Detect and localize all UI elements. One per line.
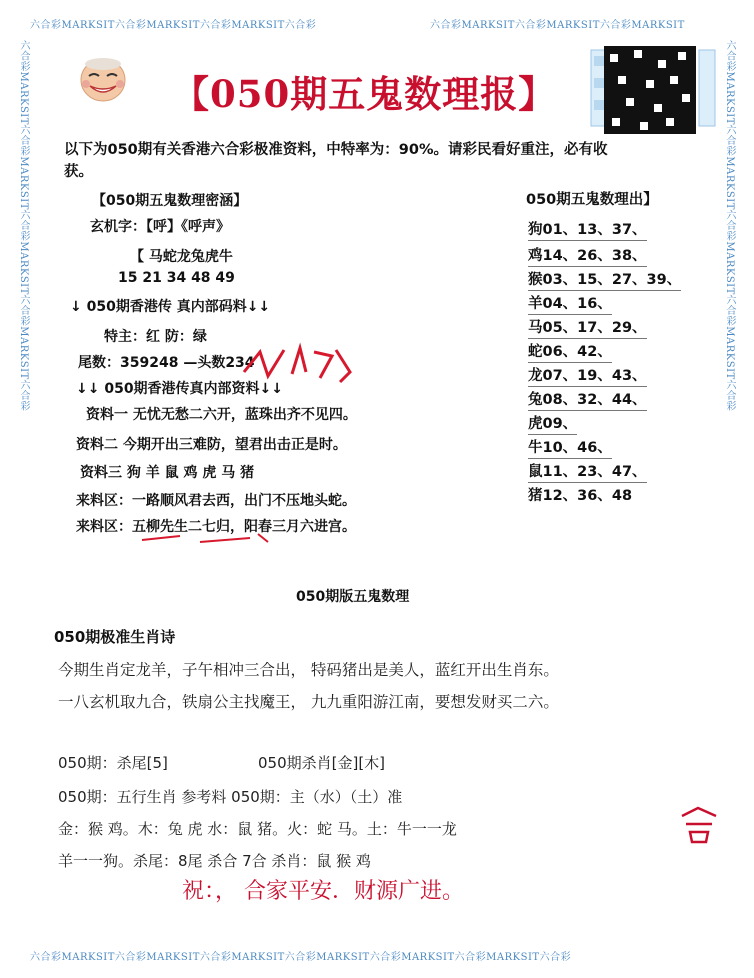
laiyuan-2: 来料区：五柳先生二七归，阳春三月六进宫。 xyxy=(76,519,356,535)
number-row: 狗01、13、37、 xyxy=(528,218,647,241)
number-row: 龙07、19、43、 xyxy=(528,364,647,387)
xuanji-line: 玄机字：【呼】《呼声》 xyxy=(90,219,230,235)
intro-line-1: 以下为050期有关香港六合彩极准资料，中特率为：90%。请彩民看好重注，必有收 xyxy=(64,142,608,158)
wuxing-line: 050期：五行生肖 参考料 050期：主（水）（土）准 xyxy=(58,788,403,806)
number-row: 马05、17、29、 xyxy=(528,316,647,339)
intro-line-2: 获。 xyxy=(64,164,93,180)
hk-info-header: ↓↓ 050期香港传真内部资料↓↓ xyxy=(76,381,284,397)
weishu-line: 尾数：359248 —头数234 xyxy=(78,355,255,371)
ziliao-1: 资料一 无忧无愁二六开，蓝珠出齐不见四。 xyxy=(86,407,357,423)
number-row: 鼠11、23、47、 xyxy=(528,460,647,483)
blessing: 祝：， 合家平安．财源广进。 xyxy=(182,879,464,904)
number-row: 蛇06、42、 xyxy=(528,340,612,363)
number-row: 羊04、16、 xyxy=(528,292,612,315)
red-scribble-decoration xyxy=(240,342,360,386)
ziliao-3: 资料三 狗 羊 鼠 鸡 虎 马 猪 xyxy=(80,465,255,481)
number-row: 猪12、36、48 xyxy=(528,488,633,504)
kill-zodiac: 050期杀肖[金][木] xyxy=(258,754,386,772)
page-title: 【050期五鬼数理报】 xyxy=(172,72,557,116)
qr-code-icon xyxy=(604,46,696,134)
watermark-bottom: 六合彩MARKSIT六合彩MARKSIT六合彩MARKSIT六合彩MARKSIT六合彩MARKSIT六合彩MARKSIT六合彩 xyxy=(30,952,572,963)
red-underline-decoration xyxy=(140,530,270,546)
number-row: 猴03、15、27、39、 xyxy=(528,268,681,291)
decorative-side-box-right xyxy=(698,48,716,128)
poem-line-2: 一八玄机取九合，铁扇公主找魔王， 九九重阳游江南，要想发财买二六。 xyxy=(58,693,559,711)
poem-line-1: 今期生肖定龙羊，子午相冲三合出， 特码猪出是美人，蓝红开出生肖东。 xyxy=(58,661,559,679)
version-title: 050期版五鬼数理 xyxy=(296,589,410,605)
number-row: 牛10、46、 xyxy=(528,436,612,459)
summary-line: 羊一一狗。杀尾：8尾 杀合 7合 杀肖：鼠 猴 鸡 xyxy=(58,852,371,870)
tezhu-line: 特主：红 防：绿 xyxy=(104,329,207,345)
ziliao-2: 资料二 今期开出三难防，望君出击正是时。 xyxy=(76,437,347,453)
red-stamp-icon xyxy=(678,806,720,846)
left-header: 【050期五鬼数理密涵】 xyxy=(92,193,248,209)
right-header: 050期五鬼数理出】 xyxy=(526,192,658,208)
elements-line: 金：猴 鸡。木：兔 虎 水：鼠 猪。火：蛇 马。土：牛一一龙 xyxy=(58,820,457,838)
watermark-left: 六合彩MARKSIT六合彩MARKSIT六合彩MARKSIT六合彩MARKSIT六合彩 xyxy=(18,40,29,412)
watermark-top-right: 六合彩MARKSIT六合彩MARKSIT六合彩MARKSIT xyxy=(430,20,685,31)
watermark-right: 六合彩MARKSIT六合彩MARKSIT六合彩MARKSIT六合彩MARKSIT六合彩 xyxy=(724,40,735,412)
number-row: 虎09、 xyxy=(528,412,577,435)
hk-code-header: ↓ 050期香港传 真内部码料↓↓ xyxy=(70,299,271,315)
watermark-top: 六合彩MARKSIT六合彩MARKSIT六合彩MARKSIT六合彩 xyxy=(30,20,317,31)
number-row: 鸡14、26、38、 xyxy=(528,244,647,267)
laiyuan-1: 来料区：一路顺风君去西，出门不压地头蛇。 xyxy=(76,493,356,509)
poem-title: 050期极准生肖诗 xyxy=(54,628,176,646)
number-row: 兔08、32、44、 xyxy=(528,388,647,411)
numbers-line: 15 21 34 48 49 xyxy=(118,270,235,286)
zodiac-line: 【 马蛇龙兔虎牛 xyxy=(130,249,233,265)
mascot-face-icon xyxy=(74,56,132,104)
kill-tail: 050期：杀尾[5] xyxy=(58,754,168,772)
